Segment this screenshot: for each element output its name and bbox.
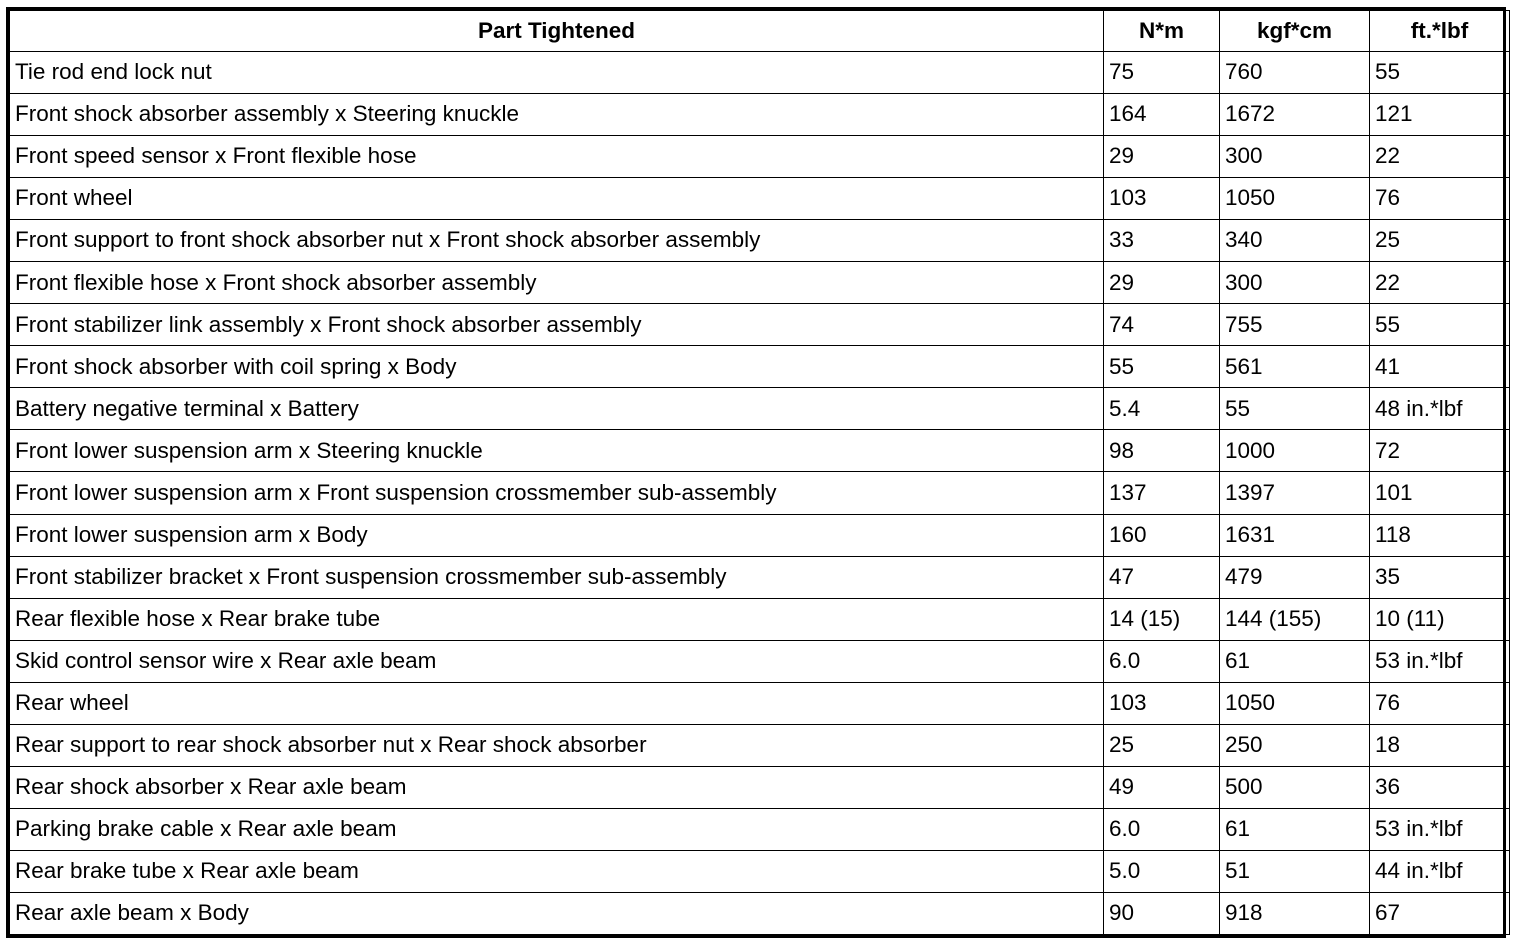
- table-row: [10, 94, 1510, 136]
- table-row: [10, 640, 1510, 682]
- cell-ft-lbf: 44 in.*lbf: [1370, 850, 1510, 892]
- cell-part-tightened: Rear support to rear shock absorber nut x Rear shock absorber: [10, 724, 1104, 766]
- cell-ft-lbf: 25: [1370, 220, 1510, 262]
- cell-newton-meters: 29: [1104, 262, 1220, 304]
- table-row: [10, 724, 1510, 766]
- cell-newton-meters: 103: [1104, 682, 1220, 724]
- cell-ft-lbf: 53 in.*lbf: [1370, 640, 1510, 682]
- cell-part-tightened: Rear wheel: [10, 682, 1104, 724]
- cell-part-tightened: Battery negative terminal x Battery: [10, 388, 1104, 430]
- cell-part-tightened: Rear brake tube x Rear axle beam: [10, 850, 1104, 892]
- table-row: [10, 850, 1510, 892]
- table-row: [10, 682, 1510, 724]
- cell-ft-lbf: 76: [1370, 178, 1510, 220]
- cell-newton-meters: 160: [1104, 514, 1220, 556]
- cell-newton-meters: 6.0: [1104, 640, 1220, 682]
- cell-kgf-cm: 479: [1220, 556, 1370, 598]
- table-row: [10, 388, 1510, 430]
- cell-ft-lbf: 55: [1370, 304, 1510, 346]
- cell-newton-meters: 164: [1104, 94, 1220, 136]
- cell-kgf-cm: 144 (155): [1220, 598, 1370, 640]
- table-row: [10, 766, 1510, 808]
- cell-ft-lbf: 67: [1370, 892, 1510, 934]
- cell-kgf-cm: 61: [1220, 640, 1370, 682]
- cell-part-tightened: Skid control sensor wire x Rear axle beam: [10, 640, 1104, 682]
- cell-kgf-cm: 918: [1220, 892, 1370, 934]
- table-row: [10, 346, 1510, 388]
- cell-newton-meters: 49: [1104, 766, 1220, 808]
- cell-newton-meters: 55: [1104, 346, 1220, 388]
- cell-part-tightened: Rear axle beam x Body: [10, 892, 1104, 934]
- cell-kgf-cm: 1000: [1220, 430, 1370, 472]
- table-row: [10, 430, 1510, 472]
- cell-ft-lbf: 121: [1370, 94, 1510, 136]
- cell-kgf-cm: 61: [1220, 808, 1370, 850]
- cell-ft-lbf: 101: [1370, 472, 1510, 514]
- table-row: [10, 556, 1510, 598]
- cell-ft-lbf: 41: [1370, 346, 1510, 388]
- cell-part-tightened: Rear shock absorber x Rear axle beam: [10, 766, 1104, 808]
- cell-newton-meters: 75: [1104, 52, 1220, 94]
- cell-part-tightened: Front lower suspension arm x Steering knuckle: [10, 430, 1104, 472]
- cell-newton-meters: 6.0: [1104, 808, 1220, 850]
- cell-ft-lbf: 36: [1370, 766, 1510, 808]
- cell-kgf-cm: 250: [1220, 724, 1370, 766]
- cell-ft-lbf: 22: [1370, 136, 1510, 178]
- cell-newton-meters: 90: [1104, 892, 1220, 934]
- cell-kgf-cm: 561: [1220, 346, 1370, 388]
- header-ft-lbf: ft.*lbf: [1370, 11, 1510, 52]
- cell-newton-meters: 33: [1104, 220, 1220, 262]
- cell-part-tightened: Front shock absorber assembly x Steering knuckle: [10, 94, 1104, 136]
- cell-newton-meters: 74: [1104, 304, 1220, 346]
- cell-newton-meters: 5.4: [1104, 388, 1220, 430]
- table-body: [10, 52, 1510, 935]
- cell-part-tightened: Rear flexible hose x Rear brake tube: [10, 598, 1104, 640]
- cell-newton-meters: 47: [1104, 556, 1220, 598]
- cell-ft-lbf: 18: [1370, 724, 1510, 766]
- cell-kgf-cm: 1631: [1220, 514, 1370, 556]
- cell-part-tightened: Tie rod end lock nut: [10, 52, 1104, 94]
- table-row: [10, 514, 1510, 556]
- cell-kgf-cm: 51: [1220, 850, 1370, 892]
- cell-part-tightened: Front lower suspension arm x Body: [10, 514, 1104, 556]
- table-row: [10, 52, 1510, 94]
- cell-part-tightened: Front lower suspension arm x Front suspension crossmember sub-assembly: [10, 472, 1104, 514]
- table-row: [10, 598, 1510, 640]
- cell-kgf-cm: 1050: [1220, 178, 1370, 220]
- cell-ft-lbf: 10 (11): [1370, 598, 1510, 640]
- cell-kgf-cm: 55: [1220, 388, 1370, 430]
- header-newton-meters: N*m: [1104, 11, 1220, 52]
- header-kgf-cm: kgf*cm: [1220, 11, 1370, 52]
- cell-newton-meters: 25: [1104, 724, 1220, 766]
- cell-kgf-cm: 1672: [1220, 94, 1370, 136]
- cell-newton-meters: 14 (15): [1104, 598, 1220, 640]
- cell-kgf-cm: 500: [1220, 766, 1370, 808]
- torque-spec-table-container: [6, 7, 1506, 938]
- cell-part-tightened: Front wheel: [10, 178, 1104, 220]
- cell-ft-lbf: 118: [1370, 514, 1510, 556]
- cell-part-tightened: Front stabilizer bracket x Front suspension crossmember sub-assembly: [10, 556, 1104, 598]
- torque-spec-table: [9, 10, 1510, 935]
- cell-newton-meters: 103: [1104, 178, 1220, 220]
- table-row: [10, 220, 1510, 262]
- header-part-tightened: Part Tightened: [10, 11, 1104, 52]
- cell-part-tightened: Front shock absorber with coil spring x Body: [10, 346, 1104, 388]
- table-row: [10, 892, 1510, 934]
- cell-part-tightened: Front speed sensor x Front flexible hose: [10, 136, 1104, 178]
- table-row: [10, 808, 1510, 850]
- cell-ft-lbf: 22: [1370, 262, 1510, 304]
- cell-part-tightened: Parking brake cable x Rear axle beam: [10, 808, 1104, 850]
- cell-kgf-cm: 1397: [1220, 472, 1370, 514]
- cell-ft-lbf: 76: [1370, 682, 1510, 724]
- cell-part-tightened: Front flexible hose x Front shock absorber assembly: [10, 262, 1104, 304]
- cell-newton-meters: 98: [1104, 430, 1220, 472]
- table-row: [10, 262, 1510, 304]
- cell-ft-lbf: 35: [1370, 556, 1510, 598]
- cell-kgf-cm: 300: [1220, 136, 1370, 178]
- cell-ft-lbf: 55: [1370, 52, 1510, 94]
- cell-kgf-cm: 755: [1220, 304, 1370, 346]
- cell-ft-lbf: 48 in.*lbf: [1370, 388, 1510, 430]
- cell-kgf-cm: 300: [1220, 262, 1370, 304]
- cell-newton-meters: 29: [1104, 136, 1220, 178]
- table-header-row: [10, 11, 1510, 52]
- table-row: [10, 178, 1510, 220]
- cell-ft-lbf: 72: [1370, 430, 1510, 472]
- cell-part-tightened: Front stabilizer link assembly x Front shock absorber assembly: [10, 304, 1104, 346]
- cell-part-tightened: Front support to front shock absorber nut x Front shock absorber assembly: [10, 220, 1104, 262]
- cell-newton-meters: 137: [1104, 472, 1220, 514]
- table-row: [10, 136, 1510, 178]
- table-row: [10, 304, 1510, 346]
- cell-ft-lbf: 53 in.*lbf: [1370, 808, 1510, 850]
- table-row: [10, 472, 1510, 514]
- cell-newton-meters: 5.0: [1104, 850, 1220, 892]
- cell-kgf-cm: 760: [1220, 52, 1370, 94]
- cell-kgf-cm: 340: [1220, 220, 1370, 262]
- cell-kgf-cm: 1050: [1220, 682, 1370, 724]
